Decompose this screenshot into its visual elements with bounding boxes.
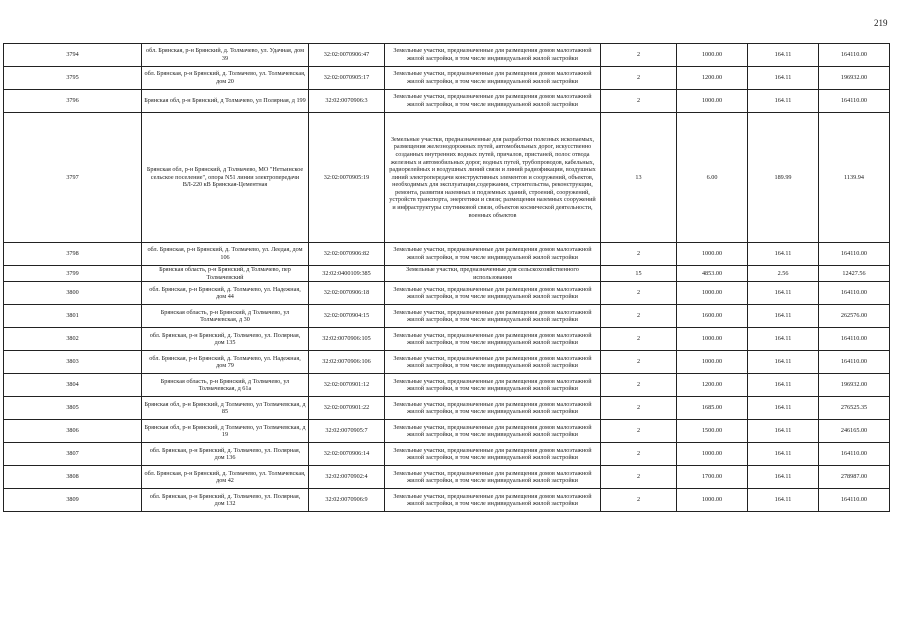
row-number: 3800 [4, 282, 142, 305]
address-cell: обл. Брянская, р-н Брянский, д. Толмачево, ул. Удачная, дом 39 [142, 44, 309, 67]
cadastral-value-cell: 278987.00 [819, 466, 890, 489]
row-number: 3799 [4, 266, 142, 282]
area-cell: 1000.00 [677, 443, 748, 466]
address-cell: обл. Брянская, р-н Брянский, д. Толмачево, ул. Надежная, дом 44 [142, 282, 309, 305]
row-number: 3798 [4, 243, 142, 266]
group-cell: 2 [601, 44, 677, 67]
area-cell: 1000.00 [677, 351, 748, 374]
row-number: 3795 [4, 67, 142, 90]
specific-value-cell: 2.56 [748, 266, 819, 282]
group-cell: 2 [601, 67, 677, 90]
cadastral-value-cell: 262576.00 [819, 305, 890, 328]
land-use-cell: Земельные участки, предназначенные для размещения домов малоэтажной жилой застройки, в том числе индивидуальной жилой застройки [385, 44, 601, 67]
land-registry-table [3, 43, 890, 512]
group-cell: 2 [601, 351, 677, 374]
row-number: 3797 [4, 113, 142, 243]
area-cell: 1700.00 [677, 466, 748, 489]
area-cell: 4853.00 [677, 266, 748, 282]
table-row [4, 266, 890, 282]
cadastral-number-cell: 32:02:0070902:4 [309, 466, 385, 489]
specific-value-cell: 164.11 [748, 282, 819, 305]
cadastral-number-cell: 32:02:0070906:106 [309, 351, 385, 374]
cadastral-number-cell: 32:02:0070904:15 [309, 305, 385, 328]
specific-value-cell: 164.11 [748, 44, 819, 67]
table-body [4, 44, 890, 512]
row-number: 3794 [4, 44, 142, 67]
cadastral-number-cell: 32:02:0070905:17 [309, 67, 385, 90]
group-cell: 2 [601, 443, 677, 466]
cadastral-value-cell: 164110.00 [819, 243, 890, 266]
cadastral-number-cell: 32:02:0070906:9 [309, 489, 385, 512]
address-cell: обл. Брянская, р-н Брянский, д. Толмачево, ул. Толмачевская, дом 42 [142, 466, 309, 489]
row-number: 3806 [4, 420, 142, 443]
area-cell: 1000.00 [677, 489, 748, 512]
cadastral-value-cell: 164110.00 [819, 443, 890, 466]
area-cell: 1600.00 [677, 305, 748, 328]
address-cell: Брянская область, р-н Брянский, д Толмачево, ул Толмачевская, д 61а [142, 374, 309, 397]
cadastral-value-cell: 276525.35 [819, 397, 890, 420]
specific-value-cell: 164.11 [748, 489, 819, 512]
table-row [4, 397, 890, 420]
cadastral-number-cell: 32:02:0070906:105 [309, 328, 385, 351]
cadastral-value-cell: 1139.94 [819, 113, 890, 243]
group-cell: 2 [601, 466, 677, 489]
area-cell: 1000.00 [677, 243, 748, 266]
table-row [4, 44, 890, 67]
area-cell: 1200.00 [677, 67, 748, 90]
group-cell: 15 [601, 266, 677, 282]
table-row [4, 282, 890, 305]
row-number: 3801 [4, 305, 142, 328]
address-cell: обл. Брянская, р-н Брянский, д. Толмачево, ул. Толмачевская, дом 20 [142, 67, 309, 90]
specific-value-cell: 164.11 [748, 90, 819, 113]
cadastral-number-cell: 32:02:0070901:22 [309, 397, 385, 420]
area-cell: 1000.00 [677, 44, 748, 67]
group-cell: 2 [601, 397, 677, 420]
table-row [4, 443, 890, 466]
row-number: 3805 [4, 397, 142, 420]
land-use-cell: Земельные участки, предназначенные для размещения домов малоэтажной жилой застройки, в том числе индивидуальной жилой застройки [385, 489, 601, 512]
table-row [4, 328, 890, 351]
address-cell: Брянская область, р-н Брянский, д Толмачево, ул Толмачевская, д 30 [142, 305, 309, 328]
group-cell: 2 [601, 489, 677, 512]
group-cell: 2 [601, 90, 677, 113]
area-cell: 1200.00 [677, 374, 748, 397]
land-use-cell: Земельные участки, предназначенные для размещения домов малоэтажной жилой застройки, в том числе индивидуальной жилой застройки [385, 374, 601, 397]
land-use-cell: Земельные участки, предназначенные для размещения домов малоэтажной жилой застройки, в том числе индивидуальной жилой застройки [385, 67, 601, 90]
cadastral-number-cell: 32:02:0070906:3 [309, 90, 385, 113]
specific-value-cell: 164.11 [748, 67, 819, 90]
cadastral-number-cell: 32:02:0070906:82 [309, 243, 385, 266]
group-cell: 2 [601, 305, 677, 328]
area-cell: 1500.00 [677, 420, 748, 443]
table-row [4, 113, 890, 243]
cadastral-value-cell: 164110.00 [819, 328, 890, 351]
land-use-cell: Земельные участки, предназначенные для размещения домов малоэтажной жилой застройки, в том числе индивидуальной жилой застройки [385, 282, 601, 305]
cadastral-number-cell: 32:02:0070901:12 [309, 374, 385, 397]
cadastral-number-cell: 32:02:0400109:385 [309, 266, 385, 282]
table-row [4, 90, 890, 113]
group-cell: 2 [601, 328, 677, 351]
address-cell: Брянская обл, р-н Брянский, д Толмачево, ул Толмачевская, д 85 [142, 397, 309, 420]
address-cell: Брянская обл, р-н Брянский, д Толмачево, МО "Нетьинское сельское поселение", опора N51 линии электропередачи ВЛ-220 кВ Брянская-Цементная [142, 113, 309, 243]
row-number: 3804 [4, 374, 142, 397]
page-number: 219 [874, 18, 888, 28]
address-cell: обл. Брянская, р-н Брянский, д. Толмачево, ул. Надежная, дом 79 [142, 351, 309, 374]
cadastral-number-cell: 32:02:0070906:18 [309, 282, 385, 305]
table-row [4, 420, 890, 443]
land-use-cell: Земельные участки, предназначенные для размещения домов малоэтажной жилой застройки, в том числе индивидуальной жилой застройки [385, 305, 601, 328]
land-use-cell: Земельные участки, предназначенные для размещения домов малоэтажной жилой застройки, в том числе индивидуальной жилой застройки [385, 443, 601, 466]
cadastral-number-cell: 32:02:0070905:19 [309, 113, 385, 243]
group-cell: 2 [601, 420, 677, 443]
table-row [4, 351, 890, 374]
specific-value-cell: 164.11 [748, 305, 819, 328]
cadastral-value-cell: 164110.00 [819, 351, 890, 374]
land-use-cell: Земельные участки, предназначенные для сельскохозяйственного использования [385, 266, 601, 282]
land-use-cell: Земельные участки, предназначенные для размещения домов малоэтажной жилой застройки, в том числе индивидуальной жилой застройки [385, 420, 601, 443]
row-number: 3803 [4, 351, 142, 374]
group-cell: 2 [601, 374, 677, 397]
area-cell: 1000.00 [677, 282, 748, 305]
cadastral-value-cell: 12427.56 [819, 266, 890, 282]
land-use-cell: Земельные участки, предназначенные для разработки полезных ископаемых, размещения железнодорожных путей, автомобильных дорог, искусственно созданных внутренних водных путей, причалов, пристаней, полос отвода железных и автомобильных дорог, водных путей, трубопроводов, кабельных, радиорелейных и воздушных линий связи и линий радиофикации, воздушных линий электропередачи конструктивных элементов и сооружений, объектов, необходимых для эксплуатации,содержания, строительства, реконструкции, ремонта, развития наземных и подземных зданий, строений, сооружений, устройств транспорта, энергетики и связи; размещения наземных сооружений и инфраструктуры спутниковой связи, объектов космической деятельности, военных объектов [385, 113, 601, 243]
table-row [4, 489, 890, 512]
specific-value-cell: 164.11 [748, 443, 819, 466]
specific-value-cell: 164.11 [748, 420, 819, 443]
row-number: 3809 [4, 489, 142, 512]
land-use-cell: Земельные участки, предназначенные для размещения домов малоэтажной жилой застройки, в том числе индивидуальной жилой застройки [385, 466, 601, 489]
address-cell: Брянская область, р-н Брянский, д Толмачево, пер Толмачевский [142, 266, 309, 282]
group-cell: 2 [601, 243, 677, 266]
specific-value-cell: 164.11 [748, 243, 819, 266]
cadastral-number-cell: 32:02:0070906:14 [309, 443, 385, 466]
row-number: 3807 [4, 443, 142, 466]
land-use-cell: Земельные участки, предназначенные для размещения домов малоэтажной жилой застройки, в том числе индивидуальной жилой застройки [385, 243, 601, 266]
land-use-cell: Земельные участки, предназначенные для размещения домов малоэтажной жилой застройки, в том числе индивидуальной жилой застройки [385, 328, 601, 351]
row-number: 3796 [4, 90, 142, 113]
land-use-cell: Земельные участки, предназначенные для размещения домов малоэтажной жилой застройки, в том числе индивидуальной жилой застройки [385, 397, 601, 420]
address-cell: обл. Брянская, р-н Брянский, д. Толмачево, ул. Полярная, дом 132 [142, 489, 309, 512]
area-cell: 6.00 [677, 113, 748, 243]
specific-value-cell: 189.99 [748, 113, 819, 243]
specific-value-cell: 164.11 [748, 328, 819, 351]
area-cell: 1685.00 [677, 397, 748, 420]
address-cell: обл. Брянская, р-н Брянский, д. Толмачево, ул. Полярная, дом 136 [142, 443, 309, 466]
group-cell: 2 [601, 282, 677, 305]
address-cell: Брянская обл, р-н Брянский, д Толмачево, ул Толмачевская, д 19 [142, 420, 309, 443]
cadastral-number-cell: 32:02:0070905:7 [309, 420, 385, 443]
cadastral-value-cell: 164110.00 [819, 282, 890, 305]
cadastral-value-cell: 196932.00 [819, 374, 890, 397]
specific-value-cell: 164.11 [748, 351, 819, 374]
row-number: 3808 [4, 466, 142, 489]
cadastral-value-cell: 164110.00 [819, 90, 890, 113]
table-row [4, 67, 890, 90]
area-cell: 1000.00 [677, 90, 748, 113]
row-number: 3802 [4, 328, 142, 351]
cadastral-value-cell: 196932.00 [819, 67, 890, 90]
cadastral-value-cell: 246165.00 [819, 420, 890, 443]
table-row [4, 305, 890, 328]
land-use-cell: Земельные участки, предназначенные для размещения домов малоэтажной жилой застройки, в том числе индивидуальной жилой застройки [385, 351, 601, 374]
table-row [4, 466, 890, 489]
table-row [4, 243, 890, 266]
cadastral-value-cell: 164110.00 [819, 44, 890, 67]
specific-value-cell: 164.11 [748, 397, 819, 420]
cadastral-value-cell: 164110.00 [819, 489, 890, 512]
specific-value-cell: 164.11 [748, 374, 819, 397]
specific-value-cell: 164.11 [748, 466, 819, 489]
address-cell: Брянская обл, р-н Брянский, д Толмачево, ул Полярная, д 199 [142, 90, 309, 113]
address-cell: обл. Брянская, р-н Брянский, д. Толмачево, ул. Леедая, дом 106 [142, 243, 309, 266]
cadastral-number-cell: 32:02:0070906:47 [309, 44, 385, 67]
table-row [4, 374, 890, 397]
group-cell: 13 [601, 113, 677, 243]
area-cell: 1000.00 [677, 328, 748, 351]
address-cell: обл. Брянская, р-н Брянский, д. Толмачево, ул. Полярная, дом 135 [142, 328, 309, 351]
land-use-cell: Земельные участки, предназначенные для размещения домов малоэтажной жилой застройки, в том числе индивидуальной жилой застройки [385, 90, 601, 113]
